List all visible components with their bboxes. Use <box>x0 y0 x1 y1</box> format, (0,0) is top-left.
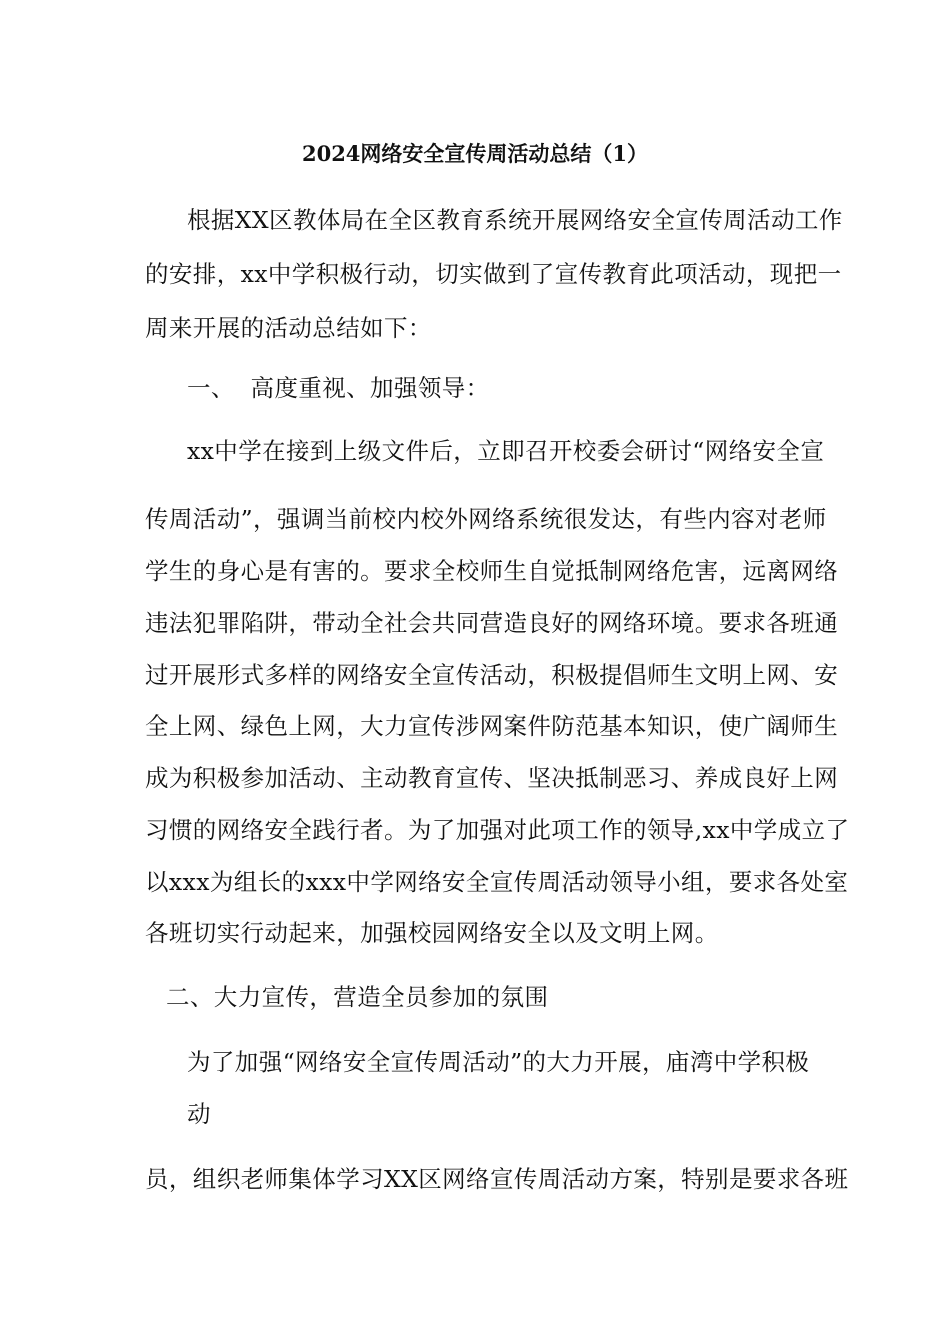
paragraph-line: 以xxx为组长的xxx中学网络安全宣传周活动领导小组，要求各处室 <box>145 868 849 896</box>
paragraph-line: 员，组织老师集体学习XX区网络宣传周活动方案，特别是要求各班 <box>145 1165 849 1193</box>
paragraph-line: xx中学在接到上级文件后，立即召开校委会研讨“网络安全宣 <box>187 437 825 465</box>
paragraph-line: 为了加强“网络安全宣传周活动”的大力开展，庙湾中学积极 <box>187 1048 810 1076</box>
paragraph-line: 违法犯罪陷阱，带动全社会共同营造良好的网络环境。要求各班通 <box>145 609 839 637</box>
section-heading: 一、 高度重视、加强领导： <box>187 374 490 402</box>
document-title: 2024网络安全宣传周活动总结（1） <box>301 141 649 166</box>
paragraph-line: 全上网、绿色上网，大力宣传涉网案件防范基本知识，使广阔师生 <box>145 712 839 740</box>
paragraph-line: 习惯的网络安全践行者。为了加强对此项工作的领导,xx中学成立了 <box>145 816 850 844</box>
paragraph-line: 过开展形式多样的网络安全宣传活动，积极提倡师生文明上网、安 <box>145 661 839 689</box>
paragraph-line: 周来开展的活动总结如下： <box>145 314 432 342</box>
section-heading: 二、大力宣传，营造全员参加的氛围 <box>166 983 549 1011</box>
paragraph-line: 成为积极参加活动、主动教育宣传、坚决抵制恶习、养成良好上网 <box>145 764 839 792</box>
paragraph-line: 各班切实行动起来，加强校园网络安全以及文明上网。 <box>145 919 719 947</box>
paragraph-line: 动 <box>187 1100 211 1128</box>
paragraph-line: 学生的身心是有害的。要求全校师生自觉抵制网络危害，远离网络 <box>145 557 839 585</box>
paragraph-line: 根据XX区教体局在全区教育系统开展网络安全宣传周活动工作 <box>187 206 843 234</box>
paragraph-line: 传周活动”，强调当前校内校外网络系统很发达，有些内容对老师 <box>145 505 827 533</box>
paragraph-line: 的安排，xx中学积极行动，切实做到了宣传教育此项活动，现把一 <box>145 260 842 288</box>
